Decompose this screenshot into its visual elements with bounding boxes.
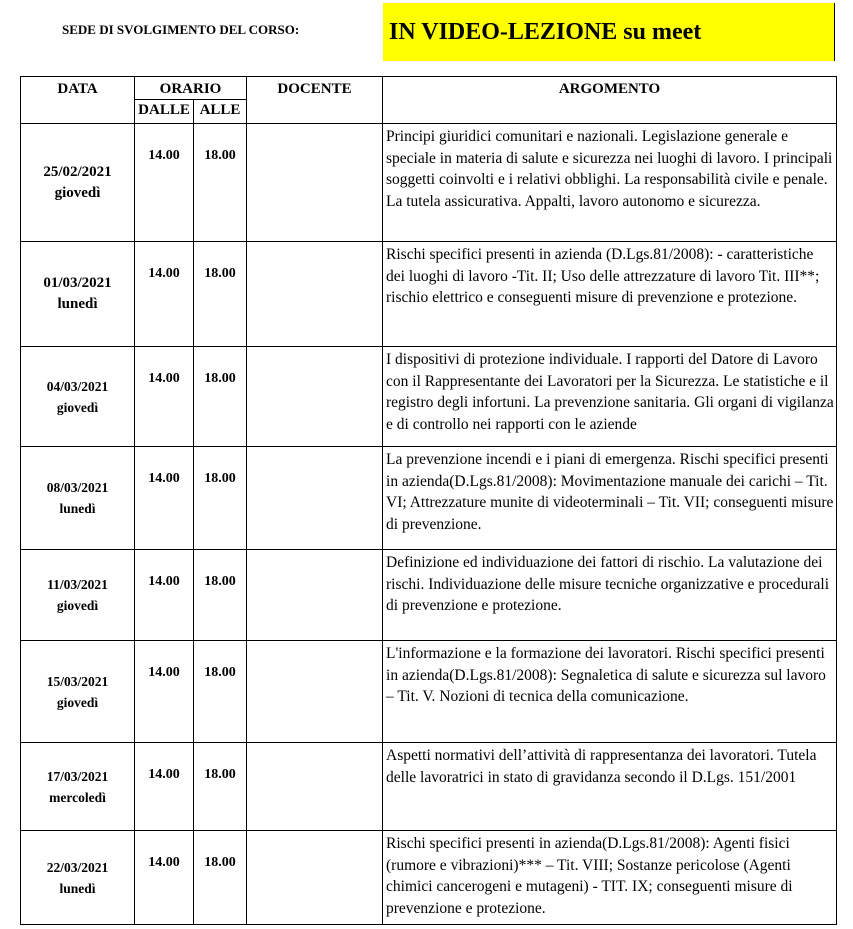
date-cell [21,831,135,925]
date-cell [21,447,135,550]
topic-cell: Definizione ed individuazione dei fattori di rischio. La valutazione dei rischi. Individuazione delle misure tecniche organizzative e procedurali di prevenzione e protezione. [383,550,837,641]
topic-cell: I dispositivi di protezione individuale. I rapporti del Datore di Lavoro con il Rappresentante dei Lavoratori per la Sicurezza. Le statistiche e il registro degli infortuni. La prevenzione sanitaria. Gli organi di vigilanza e di controllo nei rapporti con le aziende [383,347,837,447]
table-row [21,447,837,550]
lesson-day: giovedì [54,184,101,201]
teacher-cell [247,743,383,831]
lesson-date: 08/03/2021 [46,480,109,495]
lesson-date: 11/03/2021 [47,577,108,592]
teacher-cell [247,242,383,347]
header-date: DATA [21,77,135,124]
teacher-cell [247,831,383,925]
teacher-cell [247,641,383,743]
lesson-date: 04/03/2021 [46,378,109,394]
topic-cell: L'informazione e la formazione dei lavoratori. Rischi specifici presenti in azienda(D.Lgs.81/2008): Segnaletica di salute e sicurezza sul lavoro – Tit. V. Nozioni di tecnica della comunicazione. [383,641,837,743]
header-teacher: DOCENTE [247,77,383,124]
table-row [21,124,837,242]
topic-cell: La prevenzione incendi e i piani di emergenza. Rischi specifici presenti in azienda(D.Lgs.81/2008): Movimentazione manuale dei carichi – Tit. VI; Attrezzature munite di videoterminali – Tit. VII; conseguenti misure di prevenzione. [383,447,837,550]
table-row [21,743,837,831]
teacher-cell [247,124,383,242]
schedule-table [20,76,837,925]
date-cell [21,242,135,347]
lesson-date: 22/03/2021 [46,859,109,875]
lesson-day: giovedì [56,399,99,415]
date-cell [21,124,135,242]
time-from: 14.00 [135,641,194,743]
lesson-date: 15/03/2021 [46,673,109,689]
table-row [21,831,837,925]
time-from: 14.00 [135,347,194,447]
time-to: 18.00 [194,743,247,831]
table-row [21,242,837,347]
topic-cell: Aspetti normativi dell’attività di rappresentanza dei lavoratori. Tutela delle lavoratrici in stato di gravidanza secondo il D.Lgs. 151/2001 [383,743,837,831]
header-topic: ARGOMENTO [383,77,837,124]
topic-cell: Rischi specifici presenti in azienda(D.Lgs.81/2008): Agenti fisici (rumore e vibrazioni)*** – Tit. VIII; Sostanze pericolose (Agenti chimici cancerogeni e mutageni) - TIT. IX; conseguenti misure di prevenzione e protezione. [383,831,837,925]
date-cell [21,550,135,641]
time-from: 14.00 [135,743,194,831]
time-to: 18.00 [194,641,247,743]
venue-value: IN VIDEO-LEZIONE su meet [389,19,702,45]
lesson-date: 01/03/2021 [43,275,112,291]
lesson-day: lunedì [57,296,98,312]
date-cell [21,641,135,743]
time-from: 14.00 [135,550,194,641]
teacher-cell [247,347,383,447]
table-row [21,641,837,743]
time-to: 18.00 [194,447,247,550]
date-cell [21,743,135,831]
time-to: 18.00 [194,124,247,242]
time-from: 14.00 [135,242,194,347]
topic-cell: Principi giuridici comunitari e nazionali. Legislazione generale e speciale in materia di salute e sicurezza nei luoghi di lavoro. I principali soggetti coinvolti e i relativi obblighi. La responsabilità civile e penale. La tutela assicurativa. Appalti, lavoro autonomo e sicurezza. [383,124,837,242]
time-to: 18.00 [194,550,247,641]
lesson-day: mercoledì [49,789,106,805]
time-to: 18.00 [194,831,247,925]
lesson-day: giovedì [56,694,99,710]
venue-highlight-box [383,3,835,61]
header-from: DALLE [135,100,194,124]
time-from: 14.00 [135,124,194,242]
teacher-cell [247,550,383,641]
venue-label: SEDE DI SVOLGIMENTO DEL CORSO: [62,22,300,37]
lesson-day: giovedì [56,598,99,613]
topic-cell: Rischi specifici presenti in azienda (D.Lgs.81/2008): - caratteristiche dei luoghi di lavoro -Tit. II; Uso delle attrezzature di lavoro Tit. III**; rischio elettrico e conseguenti misure di prevenzione e protezione. [383,242,837,347]
table-row [21,347,837,447]
lesson-day: lunedì [59,501,96,516]
lesson-date: 25/02/2021 [43,163,112,180]
time-to: 18.00 [194,242,247,347]
time-from: 14.00 [135,447,194,550]
header-to: ALLE [194,100,247,124]
time-from: 14.00 [135,831,194,925]
table-row [21,550,837,641]
lesson-day: lunedì [59,880,96,896]
header-time: ORARIO [135,77,247,100]
date-cell [21,347,135,447]
lesson-date: 17/03/2021 [46,768,109,784]
time-to: 18.00 [194,347,247,447]
teacher-cell [247,447,383,550]
